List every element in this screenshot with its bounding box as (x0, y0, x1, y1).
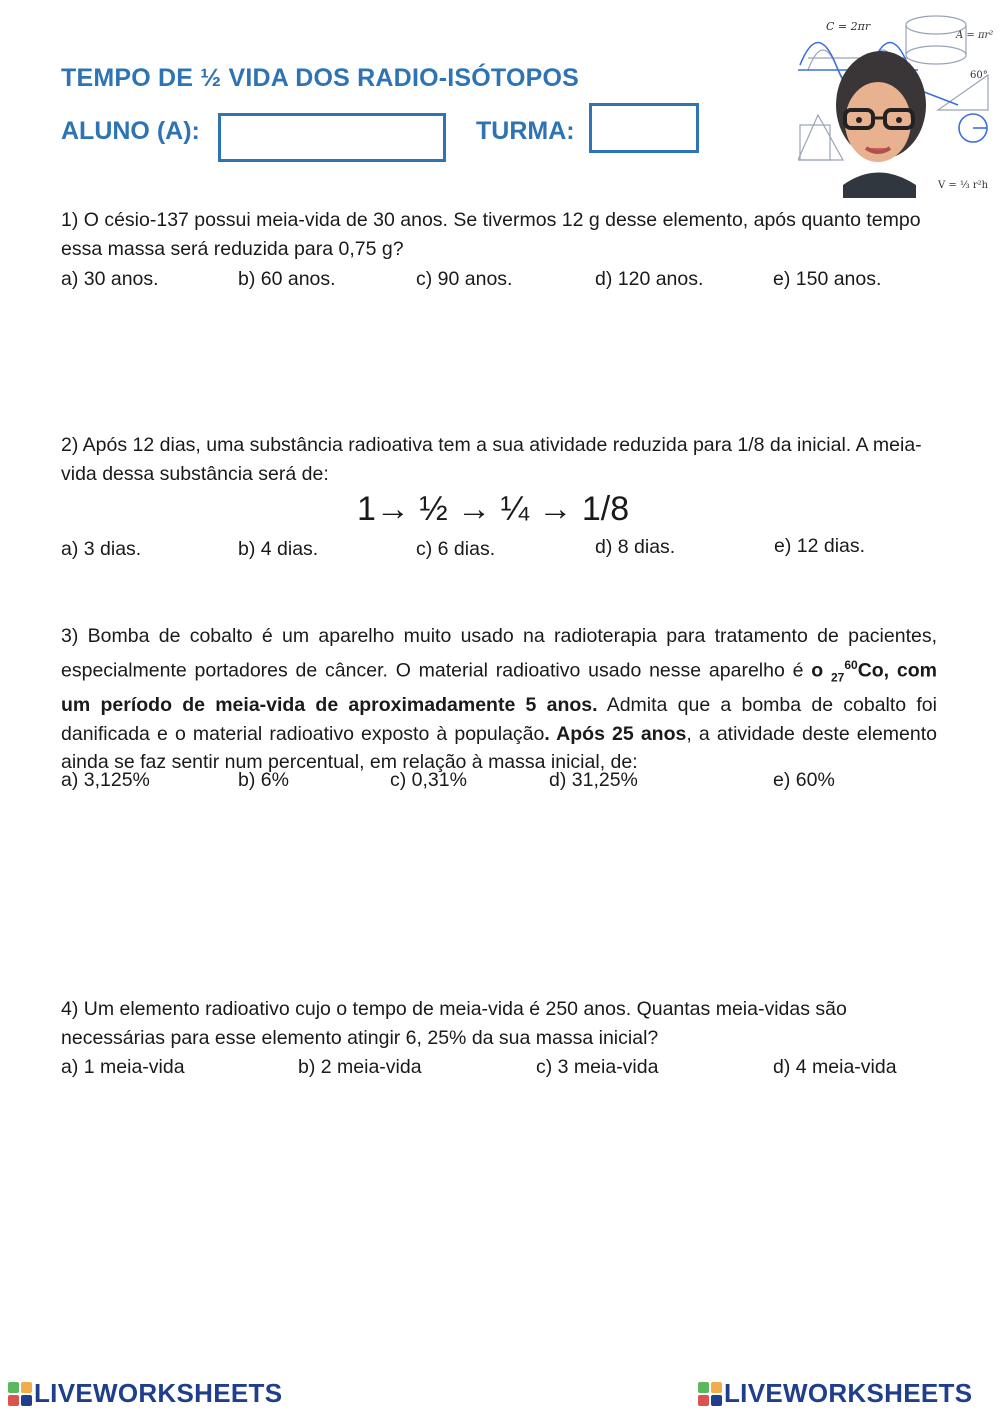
question-4-option-b[interactable]: b) 2 meia-vida (298, 1056, 422, 1078)
liveworksheets-logo-text: LIVEWORKSHEETS (34, 1378, 283, 1408)
formula-circumference: C = 2πr (826, 20, 871, 33)
question-3-text-part2: Admita que a bomba de cobalto foi danificada e o material radioativo exposto à população (61, 694, 937, 745)
student-label: ALUNO (A): (61, 117, 200, 145)
formula-volume: V = ⅓ r²h (938, 180, 989, 191)
question-3-option-d[interactable]: d) 31,25% (549, 769, 638, 791)
question-2-sequence: 1→ ½ → ¼ → 1/8 (357, 490, 630, 528)
question-3-text-part1: 3) Bomba de cobalto é um aparelho muito usado na radioterapia para tratamento de pacientes, especialmente portadores de câncer. O material radioativo usado nesse aparelho é (61, 625, 937, 681)
question-2-option-b[interactable]: b) 4 dias. (238, 538, 319, 560)
liveworksheets-logo-text: LIVEWORKSHEETS (724, 1378, 973, 1408)
liveworksheets-mark-icon (698, 1382, 722, 1406)
question-4-option-c[interactable]: c) 3 meia-vida (536, 1056, 659, 1078)
question-2-option-d[interactable]: d) 8 dias. (595, 536, 676, 558)
question-3-bold-o: o (811, 659, 831, 681)
question-2-text: 2) Após 12 dias, uma substância radioativa tem a sua atividade reduzida para 1/8 da inicial. A meia-vida dessa substância será de: (61, 434, 922, 485)
liveworksheets-logo-left[interactable] (8, 1378, 282, 1409)
question-3-mass-number: 60 (844, 657, 858, 672)
question-2-option-c[interactable]: c) 6 dias. (416, 538, 496, 560)
question-2-option-e[interactable]: e) 12 dias. (774, 535, 866, 557)
question-3-text-part3: , a atividade deste elemento ainda se faz sentir num percentual, em relação à massa inicial, de: (61, 722, 938, 774)
question-3-option-e[interactable]: e) 60% (773, 769, 835, 791)
question-3-option-b[interactable]: b) 6% (238, 769, 289, 791)
question-3-bold-element: Co, com um período de meia-vida de aproximadamente 5 anos. (61, 659, 937, 717)
formula-angle: 60° (970, 70, 988, 81)
question-1-option-c[interactable]: c) 90 anos. (416, 268, 513, 290)
question-4-text: 4) Um elemento radioativo cujo o tempo de meia-vida é 250 anos. Quantas meia-vidas são necessárias para esse elemento atingir 6, 25% da sua massa inicial? (61, 998, 847, 1049)
question-4-option-d[interactable]: d) 4 meia-vida (773, 1056, 897, 1078)
question-3-atomic-number: 27 (830, 669, 845, 684)
question-2-option-a[interactable]: a) 3 dias. (61, 538, 142, 560)
formula-area: A = πr² (956, 30, 994, 41)
question-3-text (61, 622, 937, 777)
question-3-bold-after: . Após 25 anos (544, 722, 687, 745)
question-1-option-d[interactable]: d) 120 anos. (595, 268, 704, 290)
liveworksheets-logo-right[interactable] (698, 1378, 972, 1409)
class-input[interactable] (589, 103, 699, 153)
question-1-option-a[interactable]: a) 30 anos. (61, 268, 159, 290)
question-3-option-c[interactable]: c) 0,31% (390, 769, 467, 791)
worksheet-title: TEMPO DE ½ VIDA DOS RADIO-ISÓTOPOS (61, 64, 579, 92)
question-3-option-a[interactable]: a) 3,125% (61, 769, 150, 791)
question-1-text: 1) O césio-137 possui meia-vida de 30 anos. Se tivermos 12 g desse elemento, após quanto tempo essa massa será reduzida para 0,75 g? (61, 209, 921, 260)
teacher-avatar-illustration (798, 10, 994, 198)
question-4-option-a[interactable]: a) 1 meia-vida (61, 1056, 185, 1078)
question-1-option-e[interactable]: e) 150 anos. (773, 268, 882, 290)
question-1-option-b[interactable]: b) 60 anos. (238, 268, 336, 290)
class-label: TURMA: (476, 117, 575, 145)
liveworksheets-mark-icon (8, 1382, 32, 1406)
student-name-input[interactable] (218, 113, 446, 162)
